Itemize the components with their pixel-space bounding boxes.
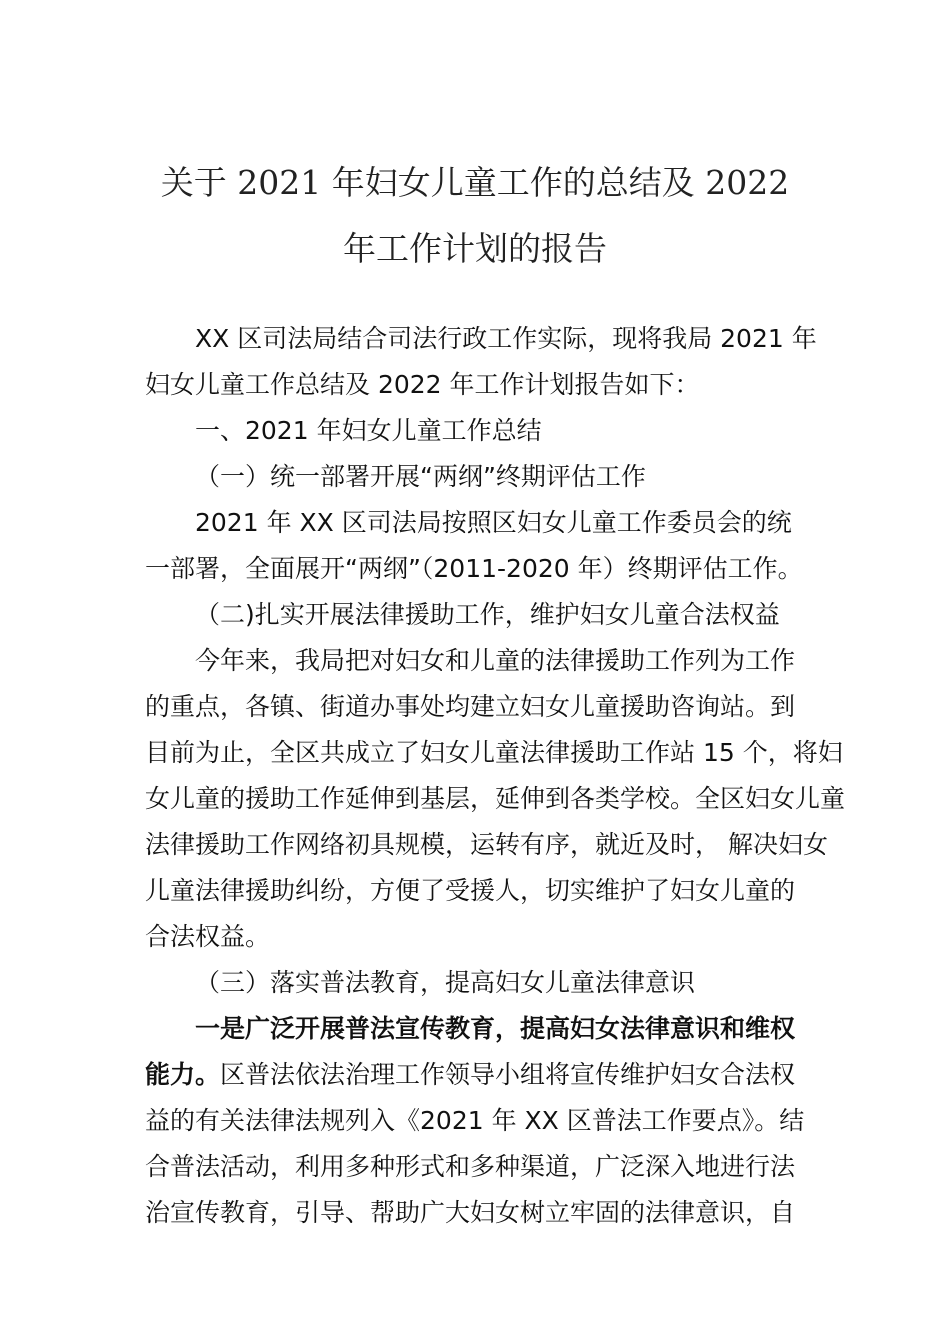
- body-line: 女儿童的援助工作延伸到基层，延伸到各类学校。全区妇女儿童: [145, 784, 846, 813]
- document-title-line-1: 关于 2021 年妇女儿童工作的总结及 2022: [160, 163, 790, 202]
- body-line: 法律援助工作网络初具规模，运转有序，就近及时， 解决妇女: [145, 830, 828, 859]
- body-line: 一部署，全面展开“两纲”（2011-2020 年）终期评估工作。: [145, 554, 803, 583]
- document-title-line-2: 年工作计划的报告: [343, 229, 607, 268]
- body-line: XX 区司法局结合司法行政工作实际，现将我局 2021 年: [195, 324, 817, 353]
- document-body: [145, 316, 846, 1236]
- body-line: 儿童法律援助纠纷，方便了受援人，切实维护了妇女儿童的: [145, 876, 796, 905]
- section-heading: 一、2021 年妇女儿童工作总结: [195, 416, 542, 445]
- body-line: 合普法活动，利用多种形式和多种渠道，广泛深入地进行法: [145, 1152, 796, 1181]
- body-line: 的重点，各镇、街道办事处均建立妇女儿童援助咨询站。到: [145, 692, 796, 721]
- subsection-heading: （二)扎实开展法律援助工作，维护妇女儿童合法权益: [195, 600, 780, 629]
- bold-lead-sentence: 一是广泛开展普法宣传教育，提高妇女法律意识和维权: [195, 1014, 796, 1043]
- subsection-heading: （一）统一部署开展“两纲”终期评估工作: [195, 462, 646, 491]
- body-line: 治宣传教育，引导、帮助广大妇女树立牢固的法律意识，自: [145, 1198, 796, 1227]
- body-line: 目前为止，全区共成立了妇女儿童法律援助工作站 15 个，将妇: [145, 738, 843, 767]
- body-line: 妇女儿童工作总结及 2022 年工作计划报告如下：: [145, 370, 700, 399]
- body-line-text: 区普法依法治理工作领导小组将宣传维护妇女合法权: [220, 1060, 796, 1089]
- body-line: 今年来，我局把对妇女和儿童的法律援助工作列为工作: [195, 646, 796, 675]
- subsection-heading: （三）落实普法教育，提高妇女儿童法律意识: [195, 968, 696, 997]
- body-line-mixed: [145, 1052, 825, 1098]
- bold-lead-sentence-end: 能力。: [145, 1060, 221, 1089]
- body-line: 合法权益。: [145, 922, 271, 951]
- body-line: 益的有关法律法规列入《2021 年 XX 区普法工作要点》。结: [145, 1106, 805, 1135]
- body-line: 2021 年 XX 区司法局按照区妇女儿童工作委员会的统: [195, 508, 792, 537]
